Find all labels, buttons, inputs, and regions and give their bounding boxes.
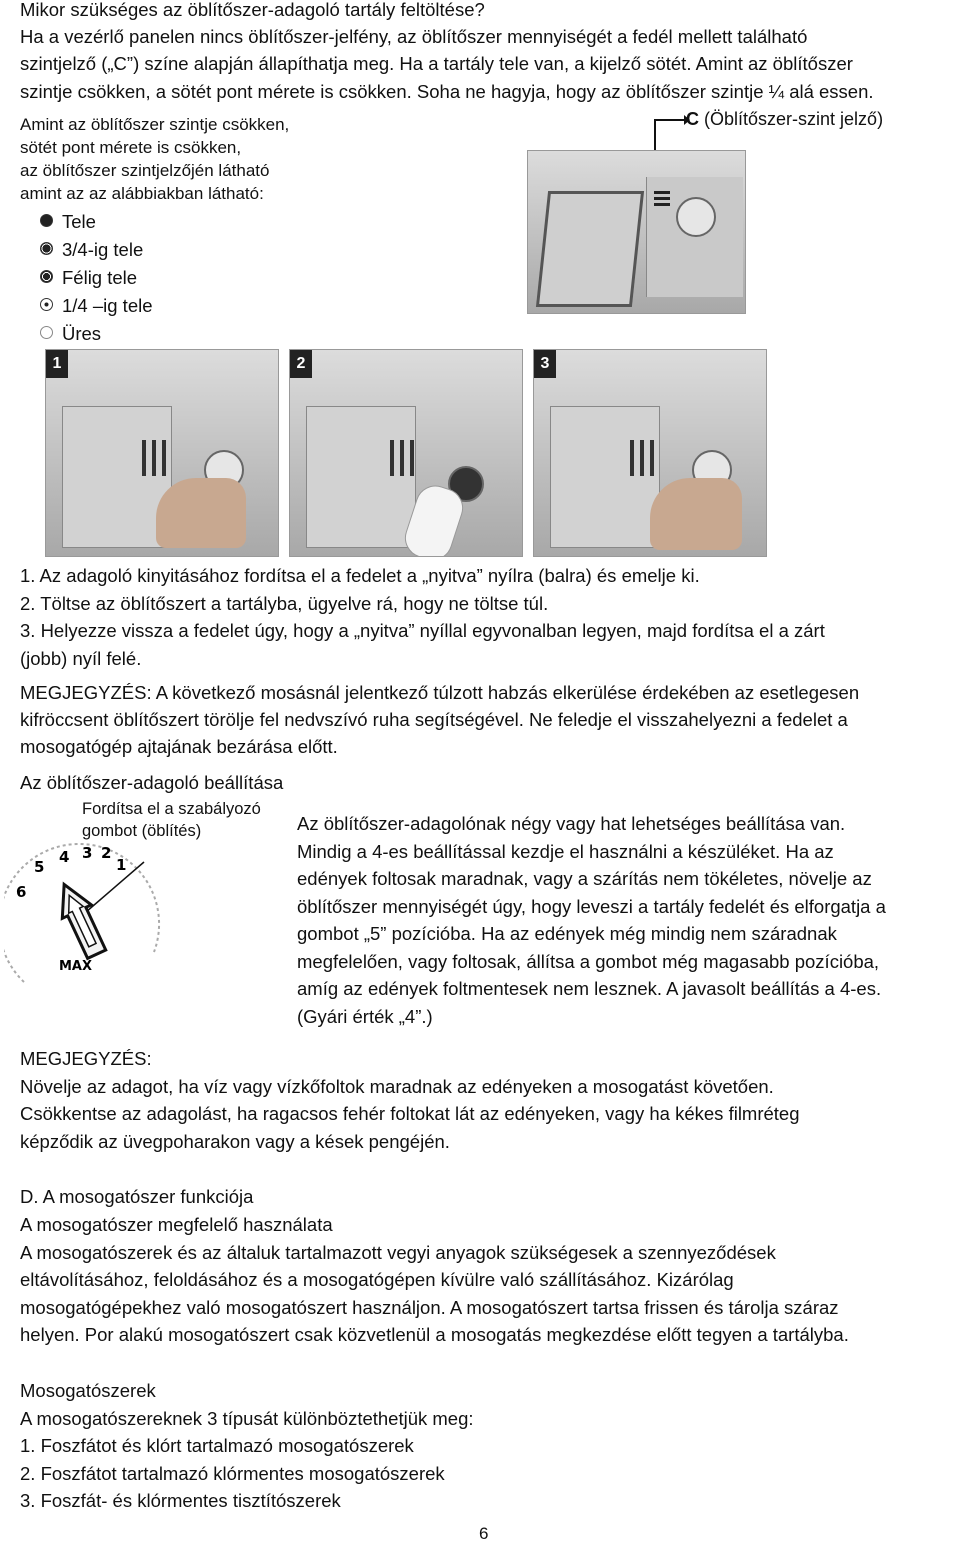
level-dot-icon (40, 326, 53, 339)
dial-number: 4 (59, 848, 70, 866)
dial-max-label: MAX (59, 959, 93, 974)
step-line: 2. Töltse az öblítőszert a tartályba, ügyelve rá, hogy ne töltse túl. (20, 593, 549, 614)
step-number: 1 (46, 350, 68, 378)
detergents-item: 1. Foszfátot és klórt tartalmazó mosogatószerek (20, 1435, 414, 1456)
dial-number: 6 (16, 883, 27, 901)
adjust-paragraph: Az öblítőszer-adagolónak négy vagy hat lehetséges beállítása van. Mindig a 4-es beállítással kezdje el használni a készüléket. Ha az edények foltosak maradnak, vagy a szárítás nem tökéletes, növelje az öblítőszer mennyiségét úgy, hogy leveszi a tartály fedelét és elforgatja a gombot „5” pozícióba. Ha az edények még mindig nem száradnak megfelelően, vagy foltosak, állítsa a gombot még magasabb pozícióba, amíg az edények foltmentesek nem lesznek. A javasolt beállítás a 4-es. (Gyári érték „4”.) (297, 813, 886, 1027)
note-line: kifröccsent öblítőszert törölje fel nedvszívó ruha segítségével. Ne feledje el visszahelyezni a fedelet a (20, 709, 848, 730)
section-d-line: helyen. Por alakú mosogatószert csak közvetlenül a mosogatás megkezdése előtt tegyen a tartályba. (20, 1324, 849, 1345)
dial-number: 3 (82, 844, 93, 862)
intro-heading: Mikor szükséges az öblítőszer-adagoló tartály feltöltése? (20, 0, 485, 20)
note2-line: Növelje az adagot, ha víz vagy vízkőfoltok maradnak az edényeken a mosogatást követően. (20, 1076, 774, 1097)
detergents-line: A mosogatószereknek 3 típusát különböztethetjük meg: (20, 1408, 474, 1429)
step-line: 3. Helyezze vissza a fedelet úgy, hogy a „nyitva” nyíllal egyvonalban legyen, majd fordítsa el a zárt (20, 620, 825, 641)
indicator-line: amint az az alábbiakban látható: (20, 184, 264, 203)
note-line: MEGJEGYZÉS: A következő mosásnál jelentkező túlzott habzás elkerülése érdekében az esetlegesen (20, 682, 860, 703)
indicator-line: Amint az öblítőszer szintje csökken, (20, 115, 290, 134)
dial-number: 2 (101, 844, 112, 862)
detergents-item: 3. Foszfát- és klórmentes tisztítószerek (20, 1490, 341, 1511)
dispenser-photo (527, 150, 746, 314)
section-d-title: D. A mosogatószer funkciója (20, 1186, 254, 1207)
page-number: 6 (479, 1524, 489, 1543)
step-photo-1 (45, 349, 279, 557)
section-d-line: mosogatógépekhez való mosogatószert használjon. A mosogatószert tartsa frissen és tárolja száraz (20, 1297, 839, 1318)
section-d-subtitle: A mosogatószer megfelelő használata (20, 1214, 333, 1235)
level-indicator-label: C (Öblítőszer-szint jelző) (686, 109, 884, 129)
dial-number: 1 (116, 856, 127, 874)
adjust-heading: Az öblítőszer-adagoló beállítása (20, 772, 284, 793)
step-line: (jobb) nyíl felé. (20, 648, 142, 669)
note2-line: Csökkentse az adagolást, ha ragacsos fehér foltokat lát az edényeken, vagy ha kékes filmréteg (20, 1103, 800, 1124)
intro-line: szintjelző („C”) színe alapján állapíthatja meg. Ha a tartály tele van, a kijelző sötét. Amint az öblítőszer (20, 53, 853, 74)
detergents-title: Mosogatószerek (20, 1380, 156, 1401)
level-dot-icon (40, 242, 53, 255)
level-dot-icon (40, 298, 53, 311)
step-number: 2 (290, 350, 312, 378)
level-dot-icon (40, 214, 53, 227)
section-d-line: A mosogatószerek és az általuk tartalmazott vegyi anyagok szükségesek a szennyeződések (20, 1242, 776, 1263)
indicator-line: az öblítőszer szintjelzőjén látható (20, 161, 270, 180)
intro-line: Ha a vezérlő panelen nincs öblítőszer-jelfény, az öblítőszer mennyiségét a fedél mellett található (20, 26, 808, 47)
indicator-line: sötét pont mérete is csökken, (20, 138, 242, 157)
level-dot-icon (40, 270, 53, 283)
step-line: 1. Az adagoló kinyitásához fordítsa el a fedelet a „nyitva” nyílra (balra) és emelje ki. (20, 565, 700, 586)
detergents-item: 2. Foszfátot tartalmazó klórmentes mosogatószerek (20, 1463, 445, 1484)
intro-line: szintje csökken, a sötét pont mérete is csökken. Soha ne hagyja, hogy az öblítőszer szintje ¼ alá essen. (20, 81, 874, 102)
note2-title: MEGJEGYZÉS: (20, 1048, 152, 1069)
step-photo-2 (289, 349, 523, 557)
step-number: 3 (534, 350, 556, 378)
step-photo-3 (533, 349, 767, 557)
regulator-dial-icon (4, 832, 164, 992)
dial-number: 5 (34, 858, 45, 876)
dial-caption: Fordítsa el a szabályozó gombot (öblítés) (82, 800, 261, 840)
note2-line: képződik az üvegpoharakon vagy a kések pengéjén. (20, 1131, 450, 1152)
note-line: mosogatógép ajtajának bezárása előtt. (20, 736, 338, 757)
section-d-line: eltávolításához, feloldásához és a mosogatógépen kívülre való szállításához. Kizárólag (20, 1269, 734, 1290)
